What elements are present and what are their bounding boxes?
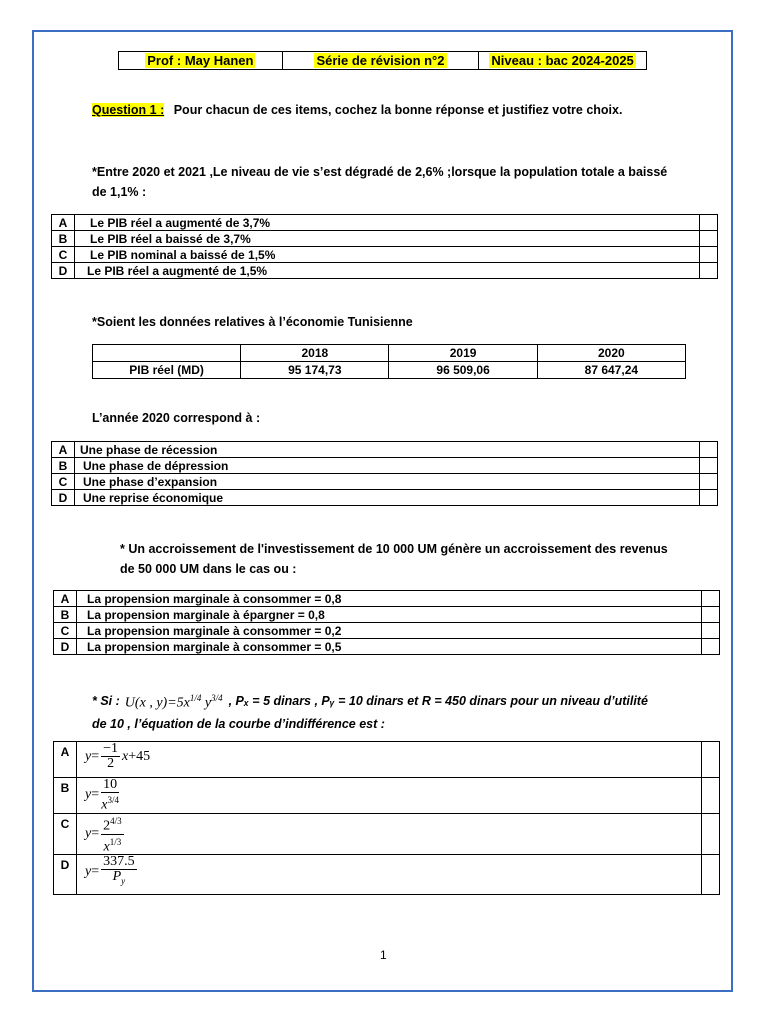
item2-question: L’année 2020 correspond à : (92, 411, 261, 425)
item4-text: * Si : U(x , $y)=5x^{1/4}$ $y^{3/4}$ , Pₓ = 5 dinars , Pᵧ = 10 dinars et R = 450 dinars pour un niveau d’utilité de 10 , l’équation de la courbe d’indifférence est : (92, 688, 648, 734)
question-1-heading (92, 103, 622, 117)
checkbox-cell[interactable] (700, 458, 718, 474)
checkbox-cell[interactable] (700, 474, 718, 490)
year-header: 2019 (389, 345, 537, 362)
checkbox-cell[interactable] (700, 215, 718, 231)
table-cell: 87 647,24 (537, 362, 685, 379)
option-row[interactable]: D La propension marginale à consommer = 0,5 (54, 639, 720, 655)
option-row[interactable]: C La propension marginale à consommer = 0,2 (54, 623, 720, 639)
option-row[interactable]: B Le PIB réel a baissé de 3,7% (52, 231, 718, 247)
option-row[interactable]: D Le PIB réel a augmenté de 1,5% (52, 263, 718, 279)
equation-c: y = $\frac{2^{4/3}}{x^{1/3}}$ (77, 814, 702, 855)
item1-text: *Entre 2020 et 2021 ,Le niveau de vie s’est dégradé de 2,6% ;lorsque la population totale a baissé de 1,1% : (92, 165, 668, 199)
option-row[interactable]: A La propension marginale à consommer = 0,8 (54, 591, 720, 607)
pib-table (92, 344, 686, 379)
equation-d: y = $\frac{337.5}{P_y}$ (77, 855, 702, 895)
equation-a: y = $\frac{-1}{2}$ x +45 (77, 742, 702, 778)
option-row[interactable]: B Une phase de dépression (52, 458, 718, 474)
item1-options (51, 214, 718, 279)
checkbox-cell[interactable] (700, 231, 718, 247)
header-niveau: Niveau : bac 2024-2025 (479, 52, 647, 70)
row-label: PIB réel (MD) (93, 362, 241, 379)
item3-text: * Un accroissement de l'investissement de 10 000 UM génère un accroissement des revenus de 50 000 UM dans le cas ou : (120, 542, 668, 576)
option-row[interactable]: A Une phase de récession (52, 442, 718, 458)
checkbox-cell[interactable] (700, 442, 718, 458)
question-label: Question 1 : (92, 103, 165, 117)
option-row[interactable]: D y = $\frac{337.5}{P_y}$ (54, 855, 720, 895)
option-row[interactable]: A Le PIB réel a augmenté de 3,7% (52, 215, 718, 231)
header-prof: Prof : May Hanen (119, 52, 283, 70)
item2-intro: *Soient les données relatives à l’économie Tunisienne (92, 315, 413, 329)
checkbox-cell[interactable] (700, 263, 718, 279)
option-row[interactable]: C Une phase d’expansion (52, 474, 718, 490)
option-row[interactable]: B y = $\frac{10}{x^{3/4}}$ (54, 778, 720, 814)
equation-b: y = $\frac{10}{x^{3/4}}$ (77, 778, 702, 814)
checkbox-cell[interactable] (702, 639, 720, 655)
checkbox-cell[interactable] (702, 591, 720, 607)
option-row[interactable]: A y = $\frac{-1}{2}$ x +45 (54, 742, 720, 778)
checkbox-cell[interactable] (702, 855, 720, 895)
table-cell: 95 174,73 (241, 362, 389, 379)
item2-options (51, 441, 718, 506)
checkbox-cell[interactable] (702, 607, 720, 623)
checkbox-cell[interactable] (700, 247, 718, 263)
item3-options (53, 590, 720, 655)
utility-function: U(x , $y)=5x^{1/4}$ $y^{3/4}$ (124, 693, 223, 711)
page-number: 1 (380, 948, 387, 962)
checkbox-cell[interactable] (702, 778, 720, 814)
item4-options (53, 741, 720, 895)
option-row[interactable]: C y = $\frac{2^{4/3}}{x^{1/3}}$ (54, 814, 720, 855)
year-header: 2020 (537, 345, 685, 362)
checkbox-cell[interactable] (700, 490, 718, 506)
question-instruction: Pour chacun de ces items, cochez la bonne réponse et justifiez votre choix. (173, 103, 623, 117)
checkbox-cell[interactable] (702, 623, 720, 639)
option-row[interactable]: D Une reprise économique (52, 490, 718, 506)
header-table (118, 51, 647, 70)
checkbox-cell[interactable] (702, 814, 720, 855)
year-header: 2018 (241, 345, 389, 362)
checkbox-cell[interactable] (702, 742, 720, 778)
header-serie: Série de révision n°2 (282, 52, 479, 70)
option-row[interactable]: C Le PIB nominal a baissé de 1,5% (52, 247, 718, 263)
option-row[interactable]: B La propension marginale à épargner = 0,8 (54, 607, 720, 623)
table-cell: 96 509,06 (389, 362, 537, 379)
